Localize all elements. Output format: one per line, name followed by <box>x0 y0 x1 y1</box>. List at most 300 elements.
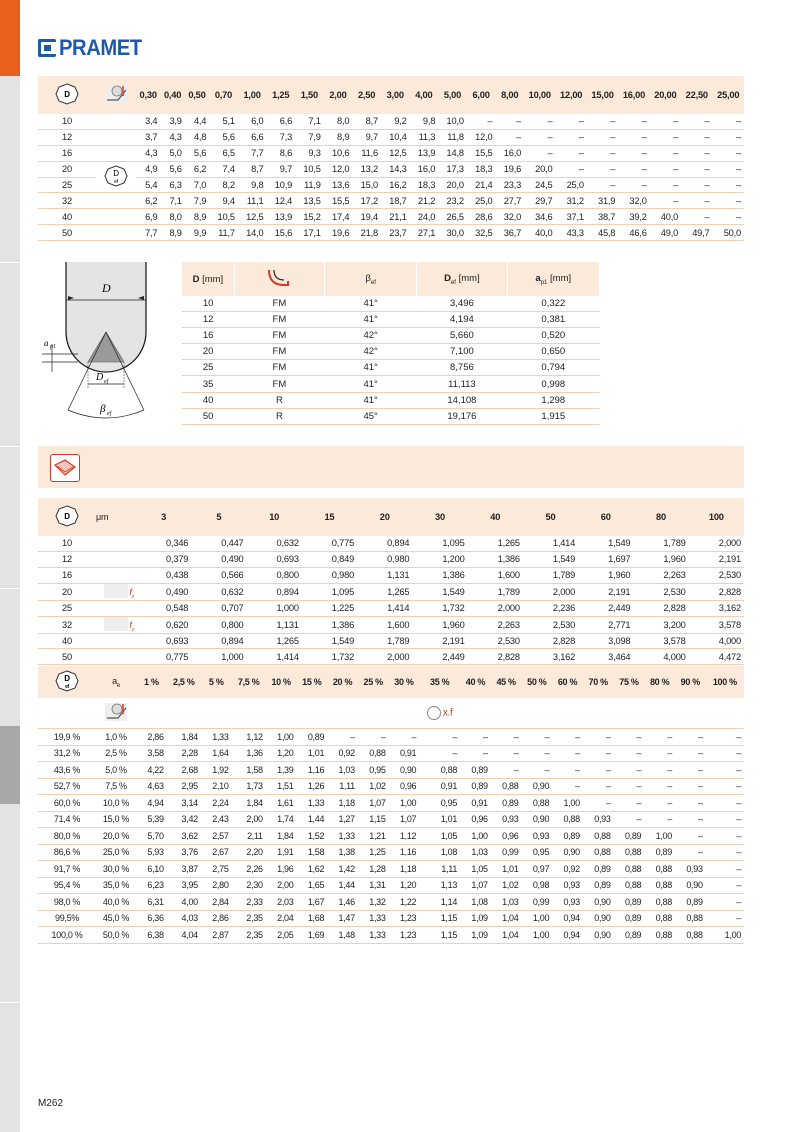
table-row <box>38 910 744 927</box>
table-cell: – <box>358 729 389 746</box>
table-cell: – <box>675 844 706 861</box>
table-cell: – <box>555 161 586 177</box>
col-header: 0,50 <box>188 90 206 100</box>
table-cell: 0,88 <box>491 778 522 795</box>
table-cell: 12,0 <box>467 129 496 145</box>
table-cell: 2,86 <box>201 910 232 927</box>
row-icon-cell <box>96 583 136 600</box>
table-cell: 0,93 <box>675 861 706 878</box>
table-row <box>38 114 744 129</box>
table-cell: 1,51 <box>266 778 297 795</box>
table-row <box>38 567 744 583</box>
table-cell: – <box>419 729 460 746</box>
table-cell: – <box>618 114 649 129</box>
col-header: 40 <box>490 512 501 522</box>
table-cell: 25,0 <box>467 193 496 209</box>
table-cell: 1,05 <box>419 828 460 845</box>
row-ae-label: 15,0 % <box>96 811 136 828</box>
table-row <box>38 616 744 633</box>
feed-icon <box>104 617 134 633</box>
def-icon <box>103 164 129 188</box>
table-cell: – <box>583 762 614 779</box>
blank-cell <box>460 698 491 729</box>
table-cell: – <box>618 177 649 193</box>
row-icon-cell <box>96 114 136 129</box>
table-cell: 7,100 <box>417 344 507 360</box>
col-ap-icon <box>96 76 136 114</box>
row-ae-label: 5,0 % <box>96 762 136 779</box>
table-cell: 1,03 <box>327 762 358 779</box>
table-cell: 1,02 <box>491 877 522 894</box>
table-cell: 2,30 <box>232 877 266 894</box>
table-cell: – <box>521 729 552 746</box>
table-cell: – <box>706 877 744 894</box>
table-cell: 4,000 <box>689 633 744 649</box>
table-cell: 1,25 <box>358 844 389 861</box>
ae-sub: e <box>116 682 120 689</box>
table-cell: 10,4 <box>381 129 410 145</box>
table-cell: – <box>681 161 712 177</box>
table-cell: 1,00 <box>521 927 552 944</box>
table-cell: – <box>618 145 649 161</box>
side-divider <box>0 1002 20 1003</box>
table-row <box>38 811 744 828</box>
table-cell: 31,2 <box>555 193 586 209</box>
table-row <box>182 328 600 344</box>
table-cell: 15,5 <box>467 145 496 161</box>
table-cell: 3,162 <box>523 649 578 665</box>
table-cell: – <box>460 745 491 762</box>
table-cell: – <box>706 861 744 878</box>
table-cell: 17,2 <box>352 193 381 209</box>
feed-icon <box>104 584 134 600</box>
table-cell: 8,7 <box>352 114 381 129</box>
table-cell: – <box>675 811 706 828</box>
table-cell: 2,236 <box>523 600 578 616</box>
table-row <box>38 877 744 894</box>
table-cell: – <box>706 844 744 861</box>
table-cell: 0,88 <box>614 861 645 878</box>
table-cell: 1,20 <box>266 745 297 762</box>
table-cell: 6,36 <box>136 910 167 927</box>
fz-label <box>129 587 134 600</box>
table-cell: 5,660 <box>417 328 507 344</box>
table-row <box>38 225 744 241</box>
table-cell: FM <box>234 344 324 360</box>
row-def-label: 80,0 % <box>38 828 96 845</box>
table-cell: 0,346 <box>136 536 191 551</box>
col-header: 40 % <box>465 677 486 687</box>
row-icon-cell <box>96 600 136 616</box>
row-icon-cell <box>96 209 136 225</box>
table-cell: 2,95 <box>167 778 201 795</box>
table-cell: 0,89 <box>296 729 327 746</box>
table-row <box>38 745 744 762</box>
table-cell: 0,800 <box>247 567 302 583</box>
table-cell: 8,756 <box>417 360 507 376</box>
table-cell: 6,5 <box>209 145 238 161</box>
table-cell: 20,0 <box>438 177 467 193</box>
table-cell: 2,263 <box>468 616 523 633</box>
table-cell: – <box>460 729 491 746</box>
col-header: 10 <box>269 512 280 522</box>
svg-text:D: D <box>64 512 70 521</box>
table-cell: 1,414 <box>247 649 302 665</box>
table-cell: 6,38 <box>136 927 167 944</box>
table-cell: – <box>524 129 555 145</box>
table-cell: – <box>644 745 675 762</box>
table-effective-diameter <box>182 262 600 425</box>
table-cell: – <box>712 193 744 209</box>
table-cell: 6,6 <box>266 114 295 129</box>
row-ae-label: 40,0 % <box>96 894 136 911</box>
table-cell: FM <box>234 312 324 328</box>
col-header: 20,00 <box>654 90 677 100</box>
table-cell: 0,93 <box>583 811 614 828</box>
table-cell: 0,566 <box>191 567 246 583</box>
table-cell: 1,915 <box>507 408 599 424</box>
col-header: 70 % <box>588 677 608 687</box>
table-cell: 9,8 <box>410 114 439 129</box>
table-cell: 1,08 <box>419 844 460 861</box>
table-cell: 14,3 <box>381 161 410 177</box>
table-cell: FM <box>234 360 324 376</box>
table-cell: 2,43 <box>201 811 232 828</box>
table-cell: 3,42 <box>167 811 201 828</box>
table-cell: 21,1 <box>381 209 410 225</box>
table-cell: 3,76 <box>167 844 201 861</box>
table-cell: 27,1 <box>410 225 439 241</box>
table-cell: 0,379 <box>136 551 191 567</box>
blank-cell <box>389 698 420 729</box>
depth-of-cut-icon <box>104 84 128 104</box>
table-row <box>182 376 600 392</box>
col-header: 30 <box>434 512 445 522</box>
table-row <box>38 583 744 600</box>
table-cell: – <box>681 129 712 145</box>
col-header: 4,00 <box>415 90 433 100</box>
row-def-label: 52,7 % <box>38 778 96 795</box>
table-cell: 6,0 <box>238 114 267 129</box>
table-cell: 0,794 <box>507 360 599 376</box>
table-row <box>38 536 744 551</box>
table-cell: 6,2 <box>136 193 160 209</box>
table-cell: 7,9 <box>295 129 324 145</box>
table-row <box>38 828 744 845</box>
table-cell: 1,386 <box>302 616 357 633</box>
table-row <box>38 778 744 795</box>
table-cell: 24,5 <box>524 177 555 193</box>
row-label: 25 <box>38 177 96 193</box>
table-cell: 10,9 <box>266 177 295 193</box>
side-accent <box>0 0 20 76</box>
col-header: 15 <box>324 512 335 522</box>
surface-finish-icon <box>50 454 80 482</box>
table-cell: 1,414 <box>357 600 412 616</box>
row-label: 50 <box>38 649 96 665</box>
table-cell: 1,62 <box>296 861 327 878</box>
table-cell: 16 <box>182 328 234 344</box>
table-cell: 0,707 <box>191 600 246 616</box>
table-cell: 0,650 <box>507 344 599 360</box>
table-cell: 10 <box>182 296 234 312</box>
table-cell: 0,88 <box>675 927 706 944</box>
table-cell: 26,5 <box>438 209 467 225</box>
col-header: 45 % <box>496 677 516 687</box>
section-band <box>38 446 744 488</box>
table-cell: 1,33 <box>201 729 232 746</box>
table-cell: 15,5 <box>324 193 353 209</box>
table-cell: 2,828 <box>468 649 523 665</box>
table-cell: 0,322 <box>507 296 599 312</box>
table-cell: 5,4 <box>136 177 160 193</box>
col-header: 10,00 <box>528 90 551 100</box>
blank-cell <box>232 698 266 729</box>
table-cell: 13,5 <box>295 193 324 209</box>
table-cell: 0,89 <box>675 894 706 911</box>
table-cell: – <box>583 729 614 746</box>
table-cell: 1,33 <box>358 927 389 944</box>
table-cell: 1,38 <box>327 844 358 861</box>
col-header: 90 % <box>680 677 700 687</box>
row-def-label: 19,9 % <box>38 729 96 746</box>
table-cell: – <box>644 811 675 828</box>
table-cell: 3,62 <box>167 828 201 845</box>
table-cell: – <box>583 745 614 762</box>
table-cell: 12,0 <box>324 161 353 177</box>
table-cell: 6,2 <box>185 161 209 177</box>
table-cell: 3,9 <box>160 114 184 129</box>
table-cell: 1,44 <box>296 811 327 828</box>
table-cell: 4,63 <box>136 778 167 795</box>
table-cell: – <box>712 209 744 225</box>
row-def-label: 98,0 % <box>38 894 96 911</box>
table-cell: 0,93 <box>491 811 522 828</box>
table-cell: – <box>675 778 706 795</box>
table-cell: – <box>650 114 681 129</box>
row-icon-cell <box>96 633 136 649</box>
table-cell: 8,0 <box>324 114 353 129</box>
col-header: 3,00 <box>386 90 404 100</box>
table-cell: 13,9 <box>266 209 295 225</box>
table-cell: 1,960 <box>412 616 467 633</box>
table-cell: 29,7 <box>524 193 555 209</box>
table-cell: 1,789 <box>468 583 523 600</box>
table-cell: 24,0 <box>410 209 439 225</box>
table-roughness-feed <box>38 498 744 665</box>
table-cell: 8,7 <box>238 161 267 177</box>
table-cell: 0,96 <box>460 811 491 828</box>
table-cell: 2,35 <box>232 927 266 944</box>
table-row <box>38 649 744 665</box>
table-cell: – <box>389 729 420 746</box>
table-cell: 0,438 <box>136 567 191 583</box>
table-cell: – <box>587 114 618 129</box>
table-cell: 7,0 <box>185 177 209 193</box>
fz-text: f <box>129 586 132 597</box>
table-cell: 0,88 <box>552 811 583 828</box>
table-cell: 2,00 <box>266 877 297 894</box>
table-cell: – <box>675 795 706 812</box>
table-row <box>38 844 744 861</box>
table-cell: 5,70 <box>136 828 167 845</box>
row-label: 16 <box>38 145 96 161</box>
col-header: 15 % <box>302 677 322 687</box>
col-header: 0,70 <box>214 90 233 100</box>
table-cell: 1,000 <box>247 600 302 616</box>
table-cell: 12,5 <box>381 145 410 161</box>
table-cell: 1,22 <box>389 894 420 911</box>
table-cell: 2,191 <box>412 633 467 649</box>
table-cell: – <box>644 778 675 795</box>
table-cell: – <box>614 778 645 795</box>
table-cell: 17,4 <box>324 209 353 225</box>
table-cell: 0,88 <box>419 762 460 779</box>
table-cell: 1,386 <box>468 551 523 567</box>
def-sub-label: ef <box>104 379 109 385</box>
table-cell: 0,90 <box>583 910 614 927</box>
table-cell: 1,789 <box>523 567 578 583</box>
col-header: 7,5 % <box>237 677 260 687</box>
table-cell: 3,098 <box>578 633 633 649</box>
blank-cell <box>358 698 389 729</box>
table-cell: 8,9 <box>324 129 353 145</box>
col-ae <box>96 666 136 698</box>
table-cell: 50 <box>182 408 234 424</box>
table-cell: 1,00 <box>521 910 552 927</box>
table-cell: 11,9 <box>295 177 324 193</box>
table-row <box>182 360 600 376</box>
table-cell: – <box>706 762 744 779</box>
table-cell: 3,496 <box>417 296 507 312</box>
table-cell: 18,7 <box>381 193 410 209</box>
table-cell: 34,6 <box>524 209 555 225</box>
table-cell: – <box>675 828 706 845</box>
table-cell: 1,03 <box>491 894 522 911</box>
fz-label <box>129 620 134 633</box>
table-cell: 1,095 <box>412 536 467 551</box>
table-cell: 4,8 <box>185 129 209 145</box>
blank-cell <box>521 698 552 729</box>
table-cell: – <box>583 795 614 812</box>
table-cell: 5,0 <box>160 145 184 161</box>
table-cell: 23,7 <box>381 225 410 241</box>
col-ap1: $a_{p1}$ [mm] <box>507 262 599 296</box>
table-cell: 2,75 <box>201 861 232 878</box>
table-cell: 7,1 <box>295 114 324 129</box>
col-beta: $\beta_{ef}$ <box>325 262 417 296</box>
table-cell: – <box>650 161 681 177</box>
table-cell: 2,771 <box>578 616 633 633</box>
table-cell: 2,10 <box>201 778 232 795</box>
blank-cell <box>614 698 645 729</box>
table-cell: 37,1 <box>555 209 586 225</box>
table-row <box>38 729 744 746</box>
table-row <box>38 209 744 225</box>
table-cell: 14,108 <box>417 392 507 408</box>
col-header: 25,00 <box>717 90 740 100</box>
table-cell: 1,600 <box>357 616 412 633</box>
row-def-label: 31,2 % <box>38 745 96 762</box>
table-cell: 4,000 <box>633 649 688 665</box>
table-cell: 8,9 <box>160 225 184 241</box>
table-cell: 6,23 <box>136 877 167 894</box>
table-cell: 1,18 <box>389 861 420 878</box>
table-cell: 39,2 <box>618 209 649 225</box>
table-cell: 23,2 <box>438 193 467 209</box>
table-row <box>182 408 600 424</box>
table-cell: 6,31 <box>136 894 167 911</box>
table-cell: 1,21 <box>358 828 389 845</box>
col-header: 12,00 <box>560 90 583 100</box>
table-cell: 1,03 <box>460 844 491 861</box>
row-label: 20 <box>38 583 96 600</box>
table-cell: 41° <box>325 296 417 312</box>
table-cell: 0,88 <box>644 910 675 927</box>
svg-text:D: D <box>64 674 70 683</box>
table-cell: 42° <box>325 328 417 344</box>
table-cell: 1,15 <box>358 811 389 828</box>
table-cell: – <box>521 745 552 762</box>
table-cell: 1,131 <box>357 567 412 583</box>
row-icon-cell <box>96 567 136 583</box>
diameter-icon <box>54 82 80 106</box>
fz-sub: z <box>131 626 134 633</box>
table-cell: 1,39 <box>266 762 297 779</box>
icon-row <box>38 698 744 729</box>
col-header: 35 % <box>429 677 450 687</box>
table-cell: – <box>614 762 645 779</box>
table-cell: 0,90 <box>521 811 552 828</box>
table-cell: 43,3 <box>555 225 586 241</box>
table-cell: – <box>712 114 744 129</box>
table-cell: 2,26 <box>232 861 266 878</box>
table-cell: 16,0 <box>495 145 524 161</box>
table-cell: 1,67 <box>296 894 327 911</box>
table-cell: 5,6 <box>185 145 209 161</box>
table-cell: 1,960 <box>578 567 633 583</box>
table-cell: 6,9 <box>136 209 160 225</box>
table-cell: 25 <box>182 360 234 376</box>
table-cell: – <box>712 129 744 145</box>
table-cell: – <box>495 114 524 129</box>
table-cell: 41° <box>325 376 417 392</box>
table-cell: 2,80 <box>201 877 232 894</box>
table-cell: 1,549 <box>578 536 633 551</box>
table-cell: 36,7 <box>495 225 524 241</box>
row-label: 10 <box>38 536 96 551</box>
table-cell: 2,000 <box>468 600 523 616</box>
table-cell: 1,09 <box>460 910 491 927</box>
table-cell: – <box>614 729 645 746</box>
table-cell: 1,265 <box>247 633 302 649</box>
col-header: 22,50 <box>685 90 708 100</box>
table-cell: 1,00 <box>460 828 491 845</box>
table-cell: 0,89 <box>614 894 645 911</box>
table-cell: 1,32 <box>358 894 389 911</box>
table-cell: 1,16 <box>389 844 420 861</box>
table-cell: – <box>650 129 681 145</box>
table-cell: 11,7 <box>209 225 238 241</box>
table-cell: 3,14 <box>167 795 201 812</box>
table-cell: – <box>614 795 645 812</box>
table-cell: 2,000 <box>357 649 412 665</box>
row-label: 10 <box>38 114 96 129</box>
blank-cell <box>38 698 96 729</box>
table-cell: 0,89 <box>491 795 522 812</box>
table-cell: 1,549 <box>412 583 467 600</box>
table-cell: 1,16 <box>296 762 327 779</box>
